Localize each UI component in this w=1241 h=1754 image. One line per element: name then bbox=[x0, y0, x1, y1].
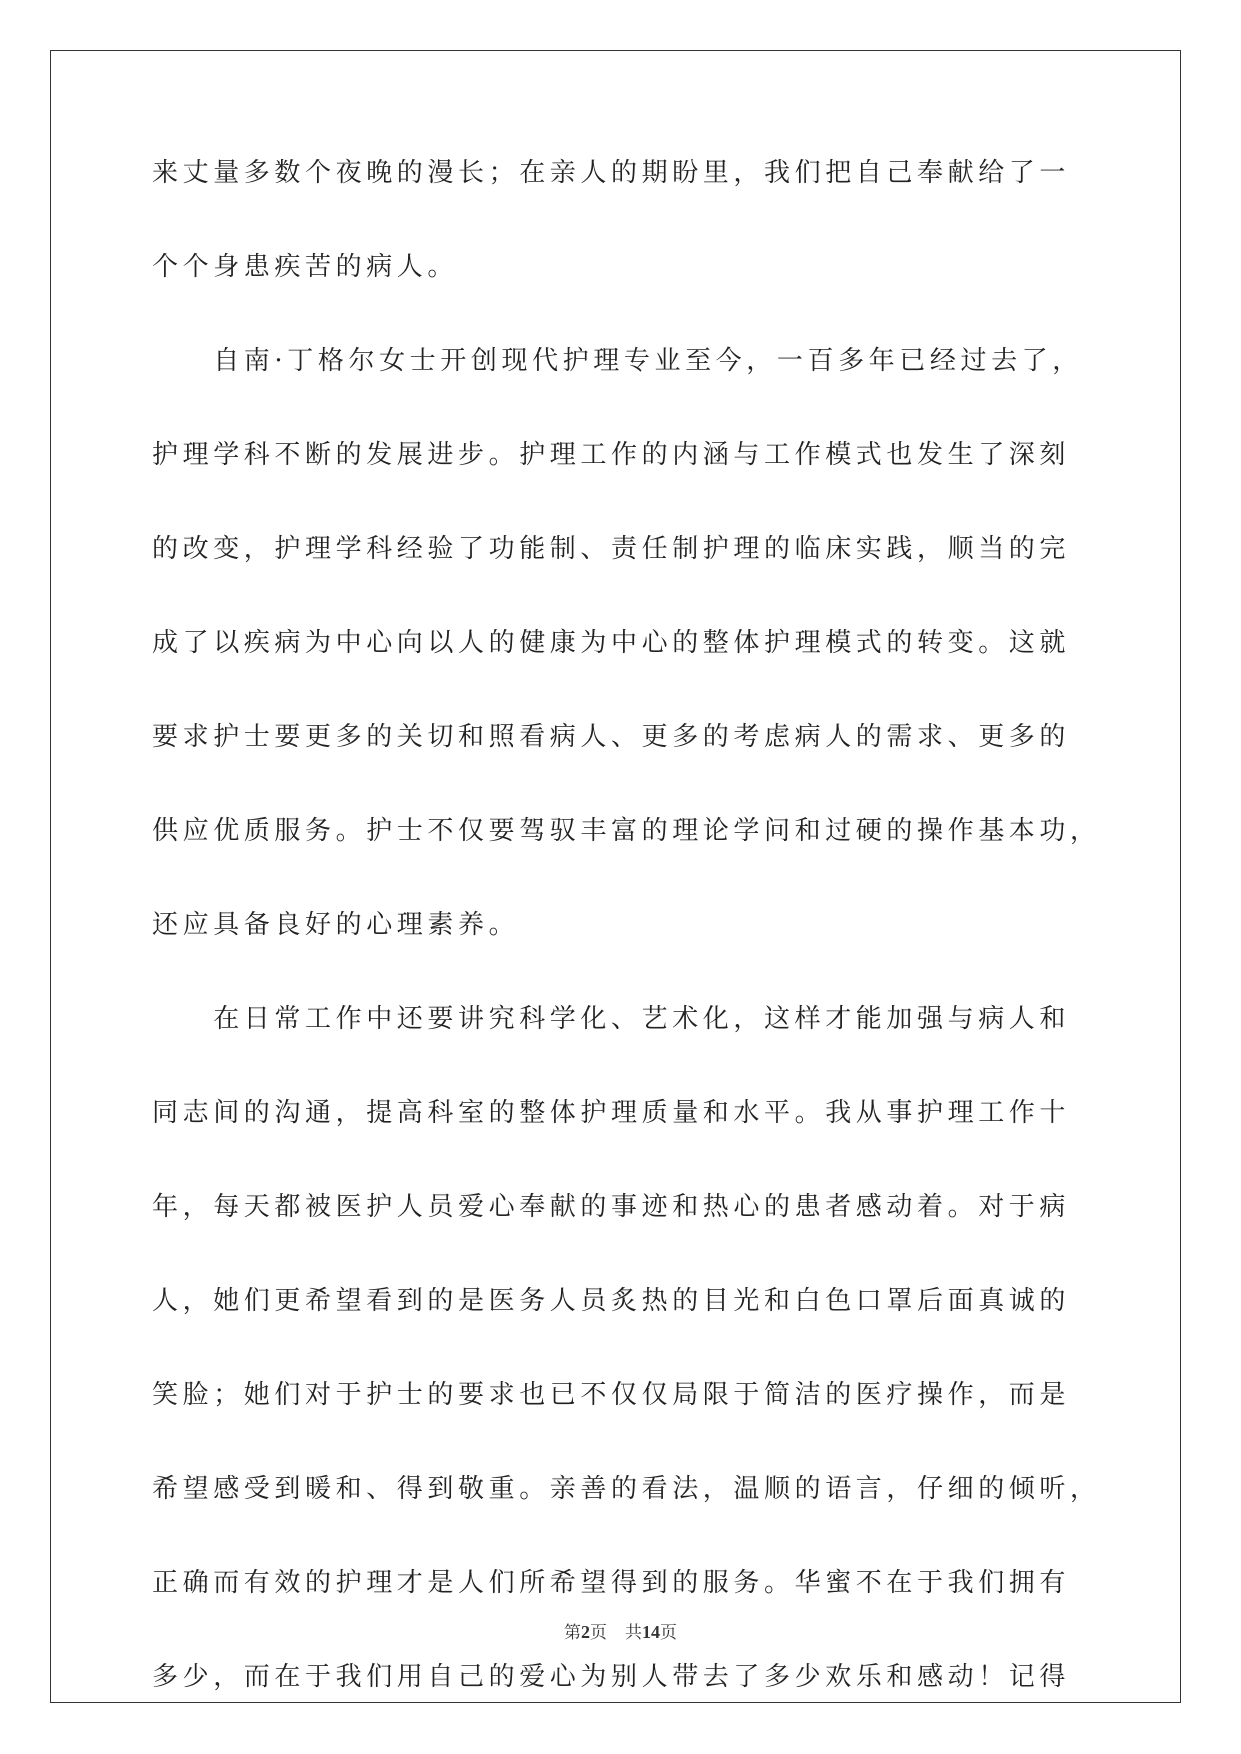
text-line: 人，她们更希望看到的是医务人员炙热的目光和白色口罩后面真诚的 bbox=[152, 1286, 1071, 1316]
page-suffix: 页 bbox=[590, 1623, 607, 1642]
text-line: 正确而有效的护理才是人们所希望得到的服务。华蜜不在于我们拥有 bbox=[152, 1568, 1071, 1598]
text-line: 同志间的沟通，提高科室的整体护理质量和水平。我从事护理工作十 bbox=[152, 1098, 1071, 1128]
text-line: 多少，而在于我们用自己的爱心为别人带去了多少欢乐和感动！记得 bbox=[152, 1662, 1071, 1692]
page-prefix: 第 bbox=[564, 1623, 581, 1642]
text-line: 成了以疾病为中心向以人的健康为中心的整体护理模式的转变。这就 bbox=[152, 628, 1071, 658]
page-number: 2 bbox=[581, 1622, 590, 1642]
text-line: 供应优质服务。护士不仅要驾驭丰富的理论学问和过硬的操作基本功， bbox=[152, 816, 1101, 846]
text-line: 希望感受到暖和、得到敬重。亲善的看法，温顺的语言，仔细的倾听， bbox=[152, 1474, 1101, 1504]
text-line: 自南·丁格尔女士开创现代护理专业至今，一百多年已经过去了， bbox=[152, 346, 1083, 376]
text-line: 个个身患疾苦的病人。 bbox=[152, 252, 459, 282]
text-line: 还应具备良好的心理素养。 bbox=[152, 910, 520, 940]
document-body bbox=[152, 155, 1101, 1753]
total-pages: 14 bbox=[642, 1622, 660, 1642]
text-line: 的改变，护理学科经验了功能制、责任制护理的临床实践，顺当的完 bbox=[152, 534, 1071, 564]
text-line: 在日常工作中还要讲究科学化、艺术化，这样才能加强与病人和 bbox=[152, 1004, 1071, 1034]
total-suffix: 页 bbox=[660, 1623, 677, 1642]
text-line: 年，每天都被医护人员爱心奉献的事迹和热心的患者感动着。对于病 bbox=[152, 1192, 1071, 1222]
text-line: 护理学科不断的发展进步。护理工作的内涵与工作模式也发生了深刻 bbox=[152, 440, 1071, 470]
paragraph-2 bbox=[152, 343, 1101, 1001]
text-line: 要求护士要更多的关切和照看病人、更多的考虑病人的需求、更多的 bbox=[152, 722, 1071, 752]
paragraph-1 bbox=[152, 155, 1087, 343]
page-footer bbox=[0, 1618, 1241, 1643]
text-line: 来丈量多数个夜晚的漫长；在亲人的期盼里，我们把自己奉献给了一 bbox=[152, 158, 1071, 188]
text-line: 笑脸；她们对于护士的要求也已不仅仅局限于简洁的医疗操作，而是 bbox=[152, 1380, 1071, 1410]
total-prefix: 共 bbox=[625, 1623, 642, 1642]
